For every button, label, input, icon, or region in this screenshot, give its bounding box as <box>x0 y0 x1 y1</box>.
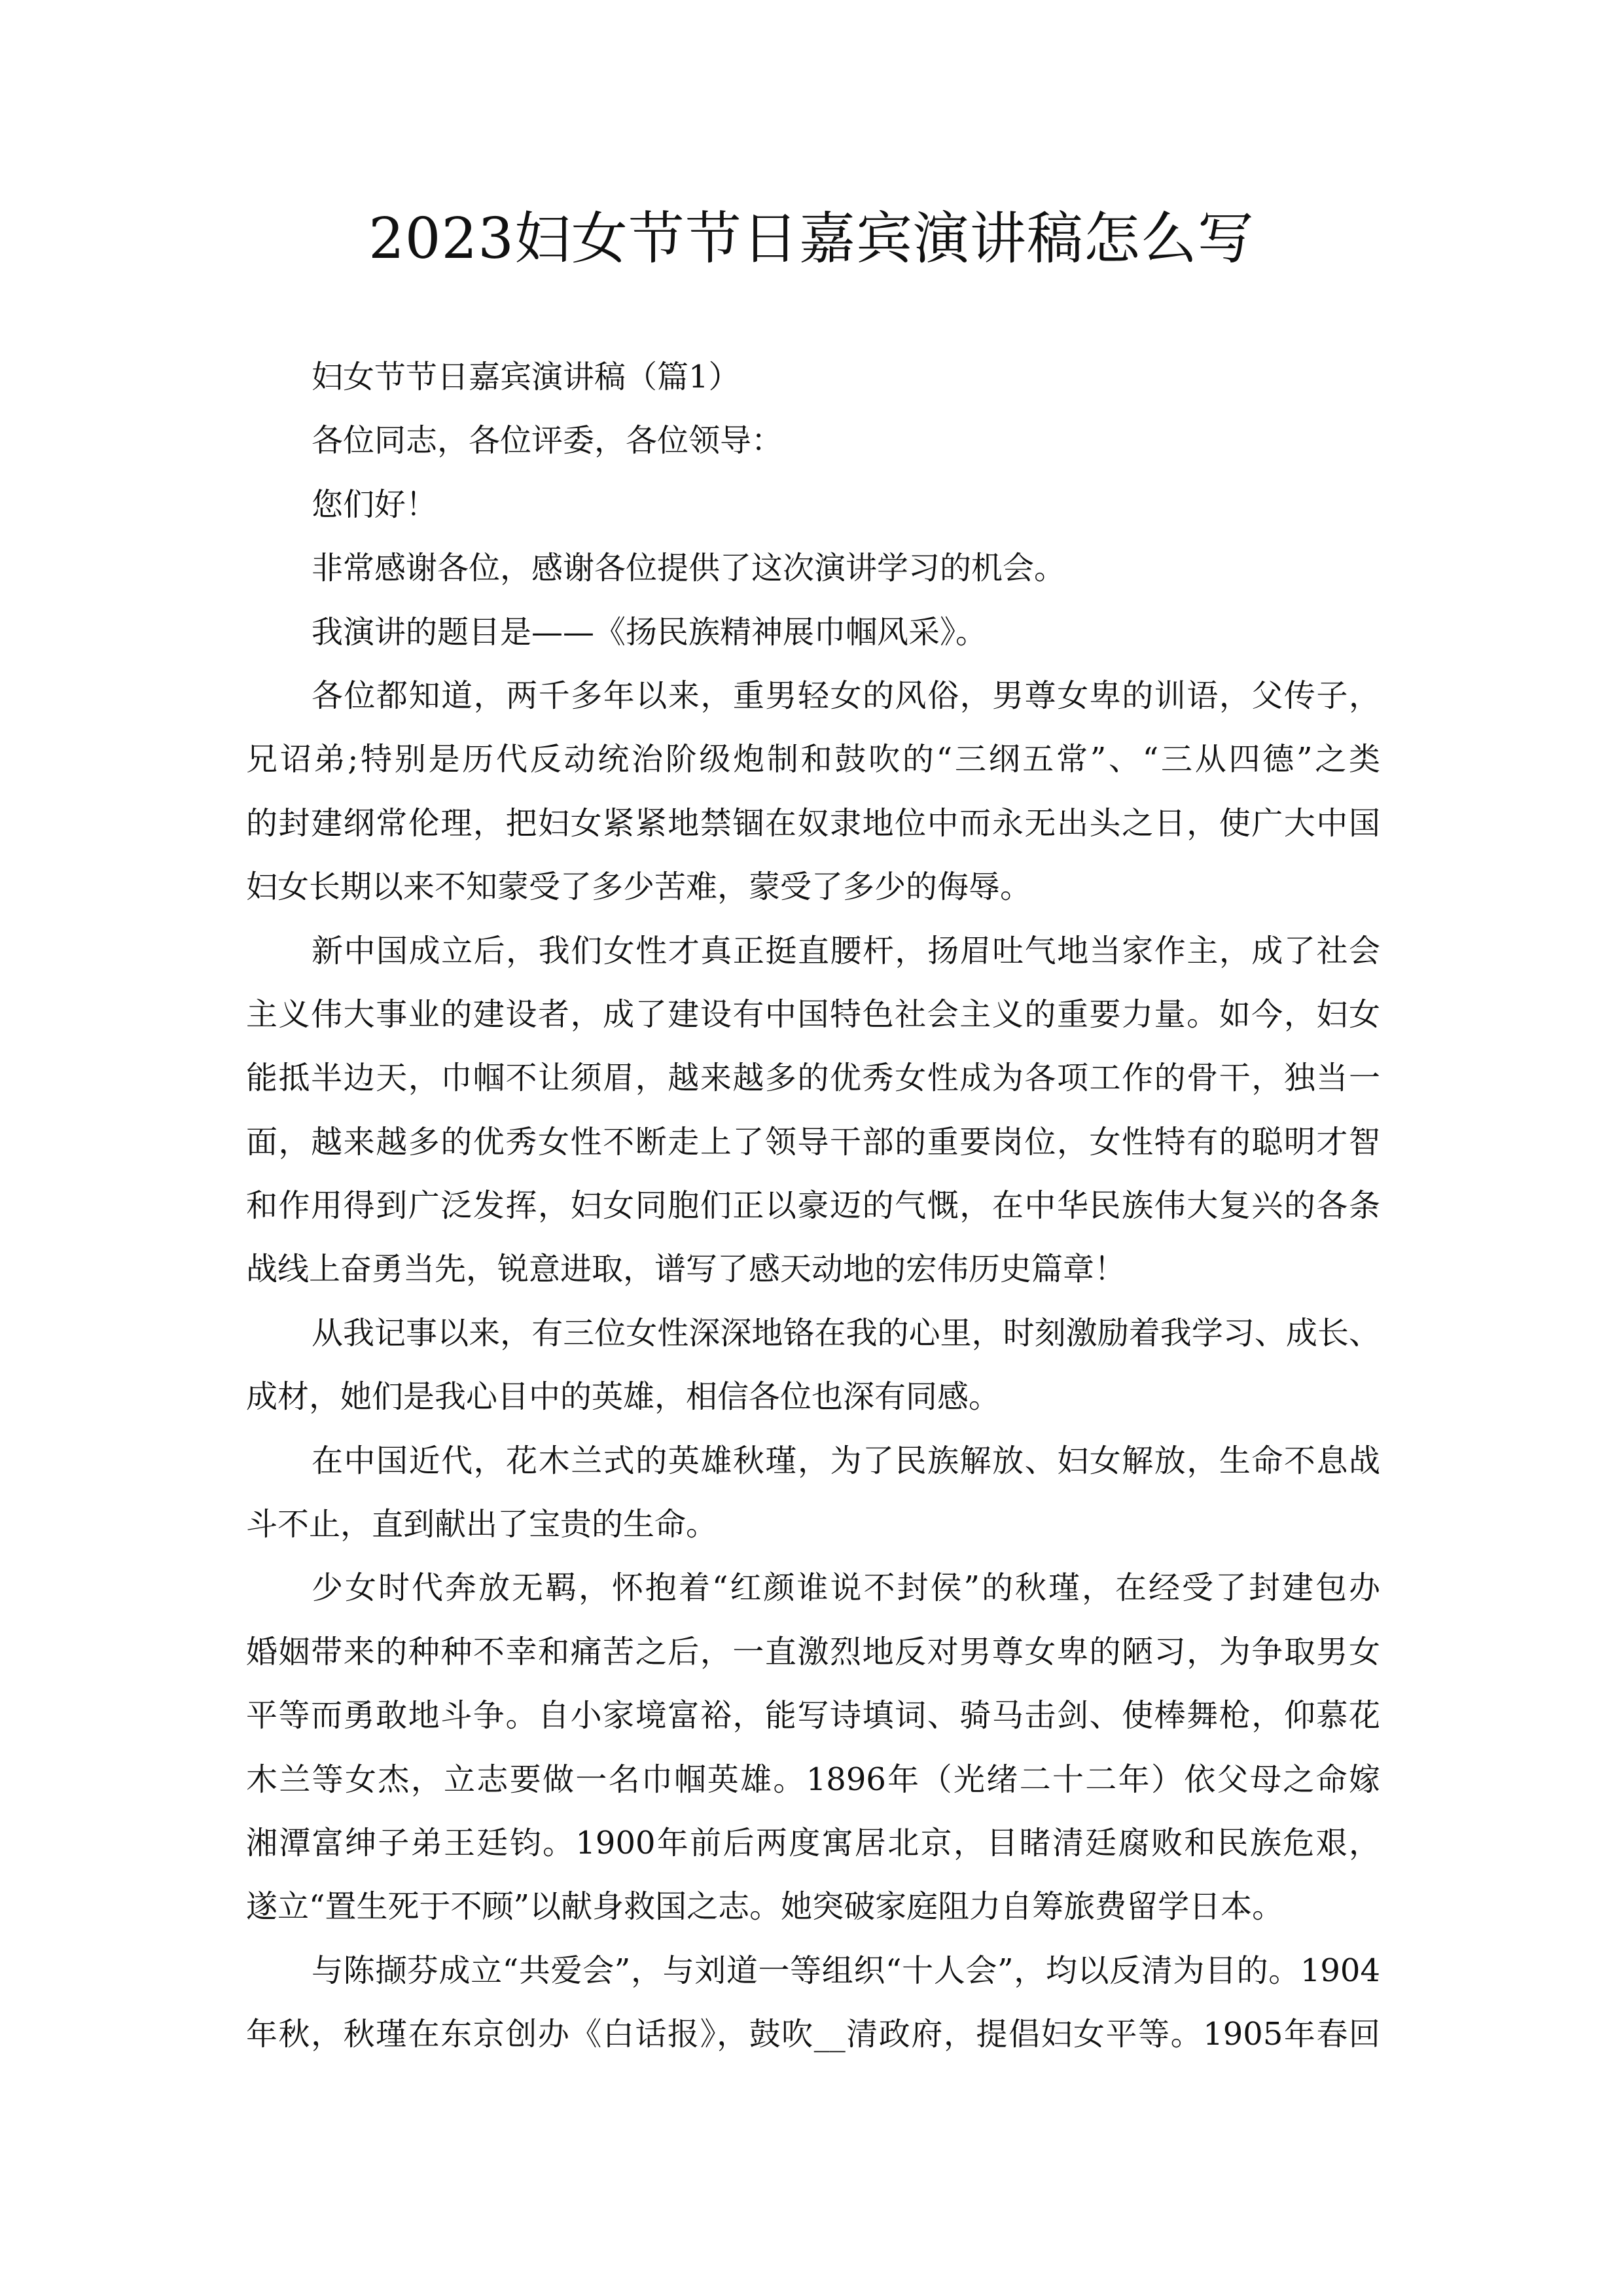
paragraph-line: 遂立“置生死于不顾”以献身救国之志。她突破家庭阻力自筹旅费留学日本。 <box>246 1888 1284 1926</box>
paragraph-line: 的封建纲常伦理，把妇女紧紧地禁锢在奴隶地位中而永无出头之日，使广大中国 <box>246 804 1380 842</box>
paragraph-line: 妇女长期以来不知蒙受了多少苦难，蒙受了多少的侮辱。 <box>246 869 1032 906</box>
document-title: 2023妇女节节日嘉宾演讲稿怎么写 <box>368 206 1255 272</box>
salutation: 各位同志，各位评委，各位领导： <box>312 422 783 459</box>
paragraph-line: 年秋，秋瑾在东京创办《白话报》，鼓吹__清政府，提倡妇女平等。1905年春回 <box>246 2016 1380 2053</box>
paragraph-line: 非常感谢各位，感谢各位提供了这次演讲学习的机会。 <box>312 550 1066 587</box>
paragraph-line: 能抵半边天，巾帼不让须眉，越来越多的优秀女性成为各项工作的骨干，独当一 <box>246 1060 1380 1097</box>
greeting: 您们好！ <box>312 486 438 523</box>
paragraph-line: 在中国近代，花木兰式的英雄秋瑾，为了民族解放、妇女解放，生命不息战 <box>312 1442 1380 1479</box>
paragraph-line: 湘潭富绅子弟王廷钧。1900年前后两度寓居北京，目睹清廷腐败和民族危艰， <box>246 1824 1380 1861</box>
paragraph-line: 兄诏弟;特别是历代反动统治阶级炮制和鼓吹的“三纲五常”、“三从四德”之类 <box>246 741 1380 778</box>
paragraph-line: 成材，她们是我心目中的英雄，相信各位也深有同感。 <box>246 1378 1001 1416</box>
paragraph-line: 面，越来越多的优秀女性不断走上了领导干部的重要岗位，女性特有的聪明才智 <box>246 1123 1380 1160</box>
section-heading: 妇女节节日嘉宾演讲稿（篇1） <box>312 359 740 395</box>
paragraph-line: 少女时代奔放无羁，怀抱着“红颜谁说不封侯”的秋瑾，在经受了封建包办 <box>312 1570 1380 1607</box>
paragraph-line: 新中国成立后，我们女性才真正挺直腰杆，扬眉吐气地当家作主，成了社会 <box>312 932 1380 969</box>
paragraph-line: 婚姻带来的种种不幸和痛苦之后，一直激烈地反对男尊女卑的陋习，为争取男女 <box>246 1633 1380 1670</box>
paragraph-line: 战线上奋勇当先，锐意进取，谱写了感天动地的宏伟历史篇章！ <box>246 1251 1126 1288</box>
paragraph-line: 斗不止，直到献出了宝贵的生命。 <box>246 1506 718 1543</box>
speech-topic: 我演讲的题目是——《扬民族精神展巾帼风采》。 <box>312 613 988 651</box>
document-body <box>246 346 1380 2067</box>
paragraph-line: 各位都知道，两千多年以来，重男轻女的风俗，男尊女卑的训语，父传子， <box>312 677 1380 714</box>
paragraph-line: 与陈撷芬成立“共爱会”，与刘道一等组织“十人会”，均以反清为目的。1904 <box>312 1952 1380 1989</box>
paragraph-line: 平等而勇敢地斗争。自小家境富裕，能写诗填词、骑马击剑、使棒舞枪，仰慕花 <box>246 1697 1380 1734</box>
paragraph-line: 主义伟大事业的建设者，成了建设有中国特色社会主义的重要力量。如今，妇女 <box>246 996 1380 1033</box>
paragraph-line: 和作用得到广泛发挥，妇女同胞们正以豪迈的气慨，在中华民族伟大复兴的各条 <box>246 1187 1380 1225</box>
paragraph-line: 从我记事以来，有三位女性深深地铬在我的心里，时刻激励着我学习、成长、 <box>312 1314 1380 1352</box>
paragraph-line: 木兰等女杰，立志要做一名巾帼英雄。1896年（光绪二十二年）依父母之命嫁 <box>246 1761 1380 1798</box>
